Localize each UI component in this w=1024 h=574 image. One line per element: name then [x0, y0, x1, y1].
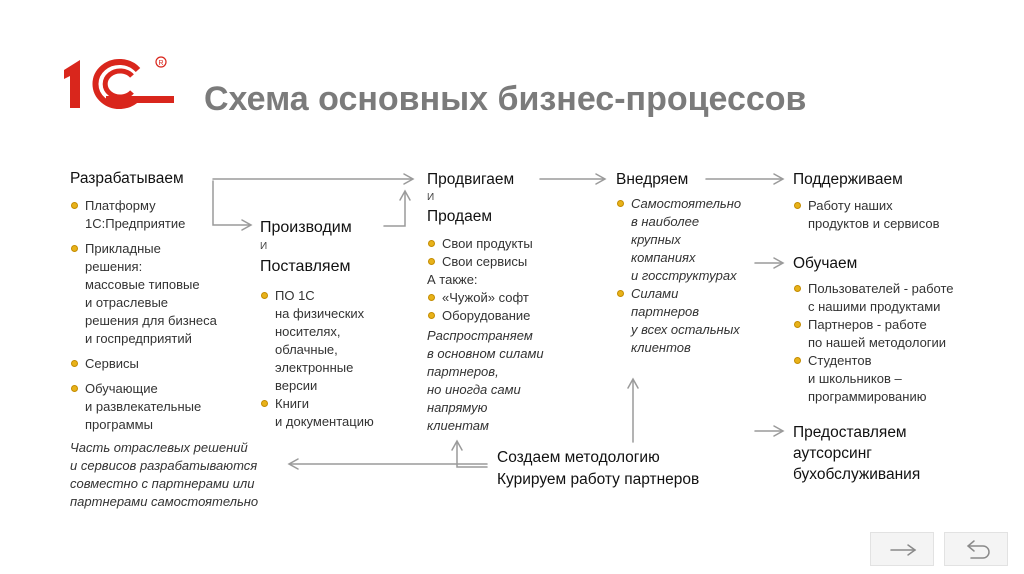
list-item: Оборудование [427, 307, 587, 325]
heading-supply: Поставляем [260, 258, 351, 275]
heading-sell: Продаем [427, 208, 492, 225]
list-item: Студентов и школьников – программированию [793, 352, 983, 406]
heading-develop: Разрабатываем [70, 170, 184, 187]
list-item: Пользователей - работе с нашими продуктами [793, 280, 983, 316]
methodology-line: Создаем методологию [497, 449, 660, 466]
back-button[interactable] [944, 532, 1008, 566]
promote-note: Распространяем в основном силами партнеров, но иногда сами напрямую клиентам [427, 328, 544, 433]
list-item: Силами партнеров у всех остальных клиентов [616, 285, 766, 357]
heading-support: Поддерживаем [793, 171, 903, 188]
heading-teach: Обучаем [793, 255, 858, 272]
next-slide-button[interactable] [870, 532, 934, 566]
list-item: Книги и документацию [260, 395, 410, 431]
arrow-methodology-to-promote [452, 441, 487, 467]
conjunction: И [427, 192, 435, 203]
develop-list [70, 197, 250, 434]
list-item: Самостоятельно в наиболее крупных компаниях и госструктурах [616, 195, 766, 285]
list-item: Прикладные решения: массовые типовые и отраслевые решения для бизнеса и госпредприятий [70, 240, 250, 348]
arrow-implement-to-support [706, 174, 783, 184]
develop-note: Часть отраслевых решений и сервисов разрабатываются совместно с партнерами или партнерами самостоятельно [70, 440, 259, 509]
list-item: Свои сервисы [427, 253, 587, 271]
produce-list [260, 287, 410, 431]
support-list [793, 197, 973, 233]
list-item: Работу наших продуктов и сервисов [793, 197, 973, 233]
conjunction: И [260, 241, 268, 252]
list-item: Партнеров - работе по нашей методологии [793, 316, 983, 352]
heading-implement: Внедряем [616, 171, 689, 188]
list-item: Платформу 1С:Предприятие [70, 197, 250, 233]
arrow-develop-to-promote [213, 174, 413, 184]
list-item: Обучающие и развлекательные программы [70, 380, 250, 434]
teach-list [793, 280, 983, 406]
undo-icon [945, 533, 1009, 567]
svg-text:R: R [158, 60, 164, 67]
sell-list [427, 235, 587, 325]
heading-promote: Продвигаем [427, 171, 515, 188]
list-item: Свои продукты [427, 235, 587, 253]
arrow-promote-to-implement [540, 174, 605, 184]
list-item: ПО 1С на физических носителях, облачные, электронные версии [260, 287, 410, 395]
heading-outsourcing: Предоставляем аутсорсинг бухобслуживания [793, 424, 921, 483]
list-item: «Чужой» софт [427, 289, 587, 307]
implement-list [616, 195, 766, 357]
page-title: Схема основных бизнес-процессов [204, 80, 807, 118]
arrow-to-outsourcing [755, 426, 783, 436]
curate-partners-line: Курируем работу партнеров [497, 471, 700, 488]
arrow-right-icon [871, 533, 935, 567]
arrow-produce-to-promote [384, 191, 410, 226]
arrow-methodology-up [628, 379, 638, 442]
also-label: А также: [427, 272, 478, 287]
heading-produce: Производим [260, 219, 352, 236]
list-item: Сервисы [70, 355, 250, 373]
